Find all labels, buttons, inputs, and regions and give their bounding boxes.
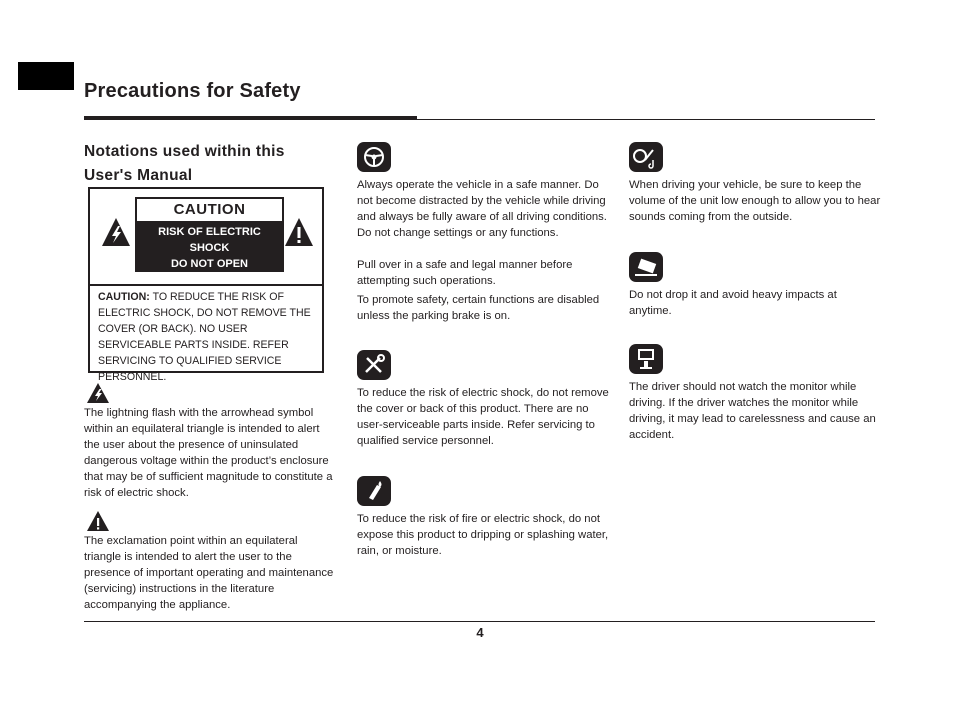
driving-text-3: To promote safety, certain functions are disabled unless the parking brake is on. xyxy=(357,294,600,322)
lightning-warning-icon xyxy=(101,217,131,247)
drop-impact-icon xyxy=(629,252,663,282)
risk-line-2: SHOCK xyxy=(189,242,230,254)
page-title: Precautions for Safety xyxy=(84,80,301,102)
safe-driving-icon xyxy=(357,142,391,172)
tools-service-icon xyxy=(357,350,391,380)
caution-prefix: CAUTION: xyxy=(98,291,150,303)
risk-line-3: DO NOT OPEN xyxy=(170,258,248,270)
caution-title: CAUTION xyxy=(137,199,282,221)
exclamation-warning-icon xyxy=(284,217,314,247)
section-heading: Notations used within this User's Manual xyxy=(84,143,285,184)
service-text: To reduce the risk of electric shock, do not remove the cover or back of this product. There are no user-serviceable parts inside. Refer servicing to qualified service personnel. xyxy=(357,387,609,447)
lightning-symbol-text: The lightning flash with the arrowhead symbol within an equilateral triangle is intended to alert the user about the presence of uninsulated dangerous voltage within the product’s enclosure that may be of sufficient magnitude to constitute a risk of electric shock. xyxy=(84,407,333,499)
caution-risk-text xyxy=(135,221,284,272)
water-text: To reduce the risk of fire or electric shock, do not expose this product to dripping or splashing water, rain, or moisture. xyxy=(357,513,609,557)
monitor-driver-icon xyxy=(629,344,663,374)
risk-line-1: RISK OF ELECTRIC xyxy=(158,226,261,238)
volume-sound-icon xyxy=(629,142,663,172)
caution-banner xyxy=(135,197,284,272)
water-hazard-icon xyxy=(357,476,391,506)
title-rule-accent xyxy=(84,116,417,120)
monitor-text: The driver should not watch the monitor while driving. If the driver watches the monitor while driving, it may lead to carelessness and cause an accident. xyxy=(629,381,876,441)
driving-text-1: Always operate the vehicle in a safe manner. Do not become distracted by the vehicle while driving and always be fully aware of all driving conditions. Do not change settings or any functions. xyxy=(357,179,607,239)
drop-text: Do not drop it and avoid heavy impacts at anytime. xyxy=(629,289,837,317)
caution-label xyxy=(88,187,324,383)
driving-text-2: Pull over in a safe and legal manner before attempting such operations. xyxy=(357,259,573,287)
lightning-triangle-icon xyxy=(86,382,110,404)
exclamation-symbol-text: The exclamation point within an equilateral triangle is intended to alert the user to the presence of important operating and maintenance (servicing) instructions in the literature accompanying the appliance. xyxy=(84,535,334,611)
caution-body xyxy=(98,289,320,385)
chapter-tab xyxy=(18,62,74,90)
exclamation-triangle-icon xyxy=(86,510,110,532)
footer-rule xyxy=(84,621,875,622)
caution-body-text: TO REDUCE THE RISK OF ELECTRIC SHOCK, DO NOT REMOVE THE COVER (OR BACK). NO USER SERVICEABLE PARTS INSIDE. REFER SERVICING TO QUALIFIED SERVICE PERSONNEL. xyxy=(98,291,311,383)
page-number: 4 xyxy=(476,625,484,640)
volume-text: When driving your vehicle, be sure to keep the volume of the unit low enough to allow you to hear sounds coming from the outside. xyxy=(629,179,881,223)
caution-label-top xyxy=(90,189,322,286)
